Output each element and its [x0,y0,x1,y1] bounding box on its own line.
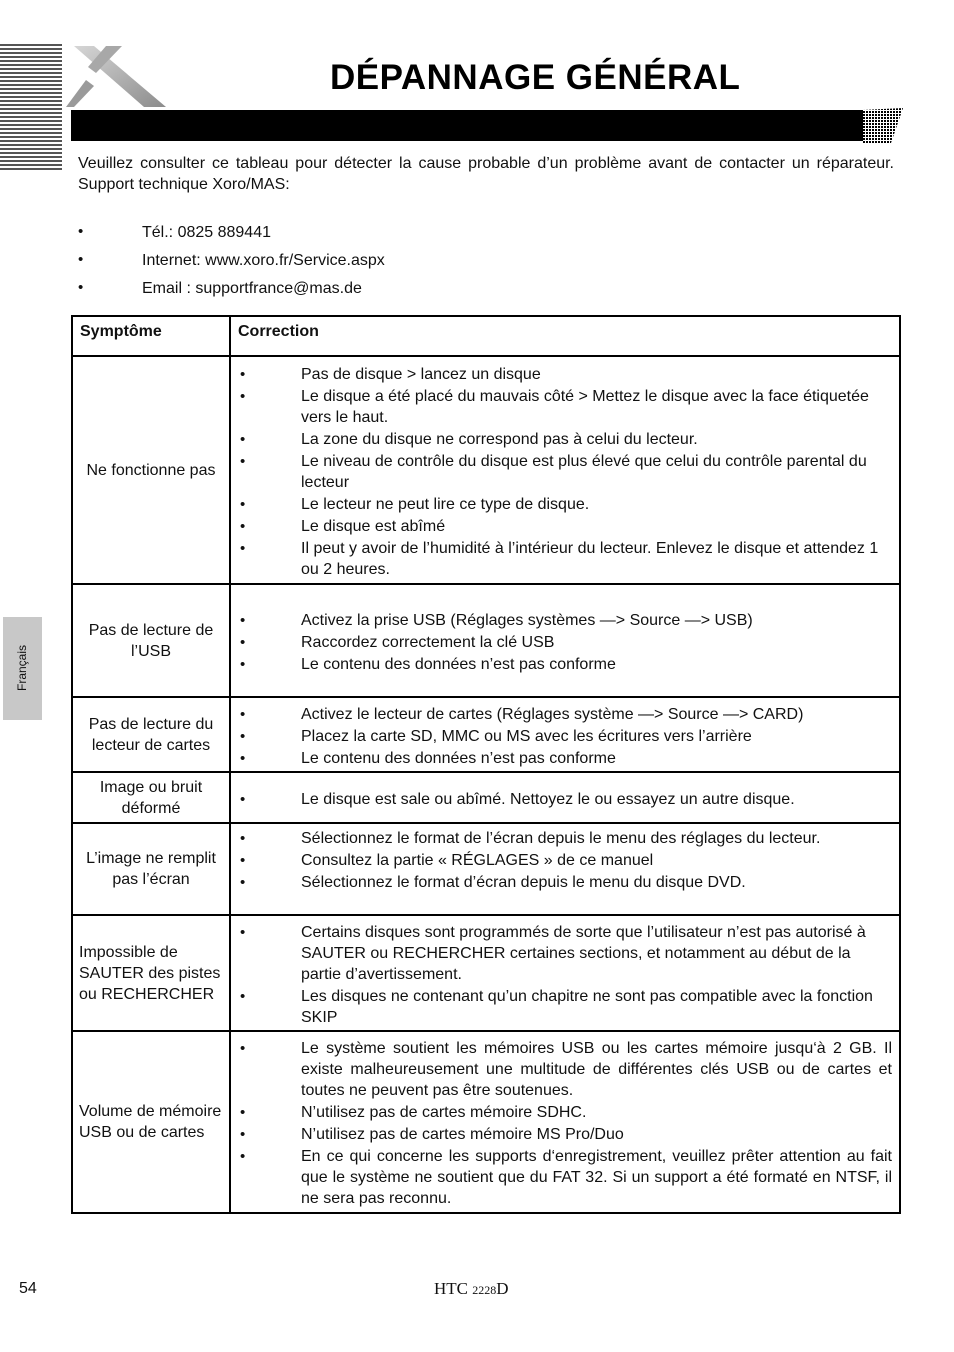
header-symptom: Symptôme [72,316,230,356]
contact-phone-text: Tél.: 0825 889441 [142,224,271,241]
xoro-x-logo-icon [66,40,166,110]
bullet-icon: • [78,251,84,268]
list-item: • N’utilisez pas de cartes mémoire SDHC. [240,1104,587,1121]
list-item: • Le disque est sale ou abîmé. Nettoyez le ou essayez un autre disque. [240,790,795,808]
bullet-icon: • [240,830,246,847]
table-row [72,1031,900,1213]
table-row [72,356,900,584]
bullet-icon: • [240,365,246,383]
list-item: • En ce qui concerne les supports d‘enregistrement, veuillez prêter attention au fait que le système ne soutient que du FAT 32. Si un support a été formaté en NTSF, il ne sera pas reconnu. [240,1148,892,1207]
bullet-icon: • [240,874,246,891]
list-item: • N’utilisez pas de cartes mémoire MS Pro/Duo [240,1126,624,1143]
halftone-bar-end [863,108,903,143]
bullet-icon: • [240,1126,246,1143]
bullet-icon: • [78,279,84,296]
bullet-icon: • [240,452,246,470]
table-row [72,697,900,772]
list-item: • Le disque est abîmé [240,517,446,535]
intro-paragraph: Veuillez consulter ce tableau pour détecter la cause probable d’un problème avant de contacter un réparateur. Support technique Xoro/MAS: [78,155,894,193]
bullet-icon: • [240,539,246,557]
list-item: • Raccordez correctement la clé USB [240,634,555,651]
correction-cell [230,772,900,823]
table-row [72,584,900,697]
page-number: 54 [19,1280,37,1297]
bullet-icon: • [240,517,246,535]
symptom-cell: Volume de mémoire USB ou de cartes [72,1031,230,1213]
bullet-icon: • [78,223,84,240]
symptom-cell: L’image ne remplit pas l’écran [72,823,230,915]
table-row [72,823,900,915]
bullet-icon: • [240,634,246,651]
correction-list [238,828,892,893]
model-suffix: D [496,1279,509,1298]
list-item: • Le contenu des données n’est pas conforme [240,656,616,673]
correction-cell [230,823,900,915]
table-row [72,772,900,823]
list-item: • La zone du disque ne correspond pas à celui du lecteur. [240,430,698,448]
bullet-icon: • [240,656,246,673]
page-title: DÉPANNAGE GÉNÉRAL [330,58,741,97]
list-item: • Certains disques sont programmés de sorte que l’utilisateur n’est pas autorisé à SAUTER ou RECHERCHER certaines sections, et notamment au début de la partie d’avertissement. [240,923,866,983]
list-item: • Il peut y avoir de l’humidité à l’intérieur du lecteur. Enlevez le disque et attendez 1 ou 2 heures. [240,539,879,578]
contact-email-text: Email : supportfrance@mas.de [142,280,362,297]
correction-cell [230,356,900,584]
bullet-icon: • [240,923,246,941]
bullet-icon: • [240,1104,246,1121]
list-item: • Le disque a été placé du mauvais côté > Mettez le disque avec la face étiquetée vers le haut. [240,387,869,426]
correction-cell [230,915,900,1031]
list-item: • Sélectionnez le format d’écran depuis le menu du disque DVD. [240,874,746,891]
bullet-icon: • [240,1148,246,1165]
list-item: • Sélectionnez le format de l’écran depuis le menu des réglages du lecteur. [240,830,821,847]
bullet-icon: • [240,612,246,629]
troubleshooting-table [71,315,901,1214]
correction-list [238,1038,892,1209]
bullet-icon: • [240,852,246,869]
list-item: • Le lecteur ne peut lire ce type de disque. [240,495,590,513]
header-correction: Correction [230,316,900,356]
list-item: • Activez la prise USB (Réglages systèmes —> Source —> USB) [240,612,753,629]
contact-internet-text: Internet: www.xoro.fr/Service.aspx [142,252,385,269]
symptom-cell: Pas de lecture du lecteur de cartes [72,697,230,772]
symptom-cell: Pas de lecture de l’USB [72,584,230,697]
correction-cell [230,697,900,772]
symptom-cell: Impossible de SAUTER des pistes ou RECHERCHER [72,915,230,1031]
model-number: 2228 [472,1283,497,1297]
list-item: • Activez le lecteur de cartes (Réglages système —> Source —> CARD) [240,705,804,723]
list-item: • Le niveau de contrôle du disque est plus élevé que celui du contrôle parental du lecteur [240,452,867,491]
symptom-cell: Ne fonctionne pas [72,356,230,584]
bullet-icon: • [240,987,246,1005]
bullet-icon: • [240,495,246,513]
list-item: • Pas de disque > lancez un disque [240,365,541,383]
decorative-stripes [0,44,62,172]
list-item: • Le système soutient les mémoires USB ou les cartes mémoire jusqu‘à 2 GB. Il existe malheureusement une multitude de différentes clés USB ou de cartes et toutes ne peuvent pas être soutenues. [240,1040,892,1099]
bullet-icon: • [240,1040,246,1057]
correction-list [238,610,892,675]
correction-cell [230,1031,900,1213]
table-row [72,915,900,1031]
bullet-icon: • [240,749,246,767]
model-prefix: HTC [434,1279,468,1298]
language-label: Français [15,644,29,692]
bullet-icon: • [240,790,246,808]
list-item: • Placez la carte SD, MMC ou MS avec les écritures vers l’arrière [240,727,752,745]
correction-list [238,789,892,810]
model-name [434,1279,509,1299]
bullet-icon: • [240,430,246,448]
list-item: • Consultez la partie « RÉGLAGES » de ce manuel [240,852,654,869]
correction-cell [230,584,900,697]
table-header-row [72,316,900,356]
list-item: • Les disques ne contenant qu’un chapitre ne sont pas compatible avec la fonction SKIP [240,987,873,1026]
correction-list [238,364,892,580]
list-item: • Le contenu des données n’est pas conforme [240,749,616,767]
bullet-icon: • [240,727,246,745]
title-underline-bar [71,110,863,141]
correction-list [238,922,892,1028]
symptom-cell: Image ou bruit déformé [72,772,230,823]
correction-list [238,704,892,769]
bullet-icon: • [240,387,246,405]
bullet-icon: • [240,705,246,723]
